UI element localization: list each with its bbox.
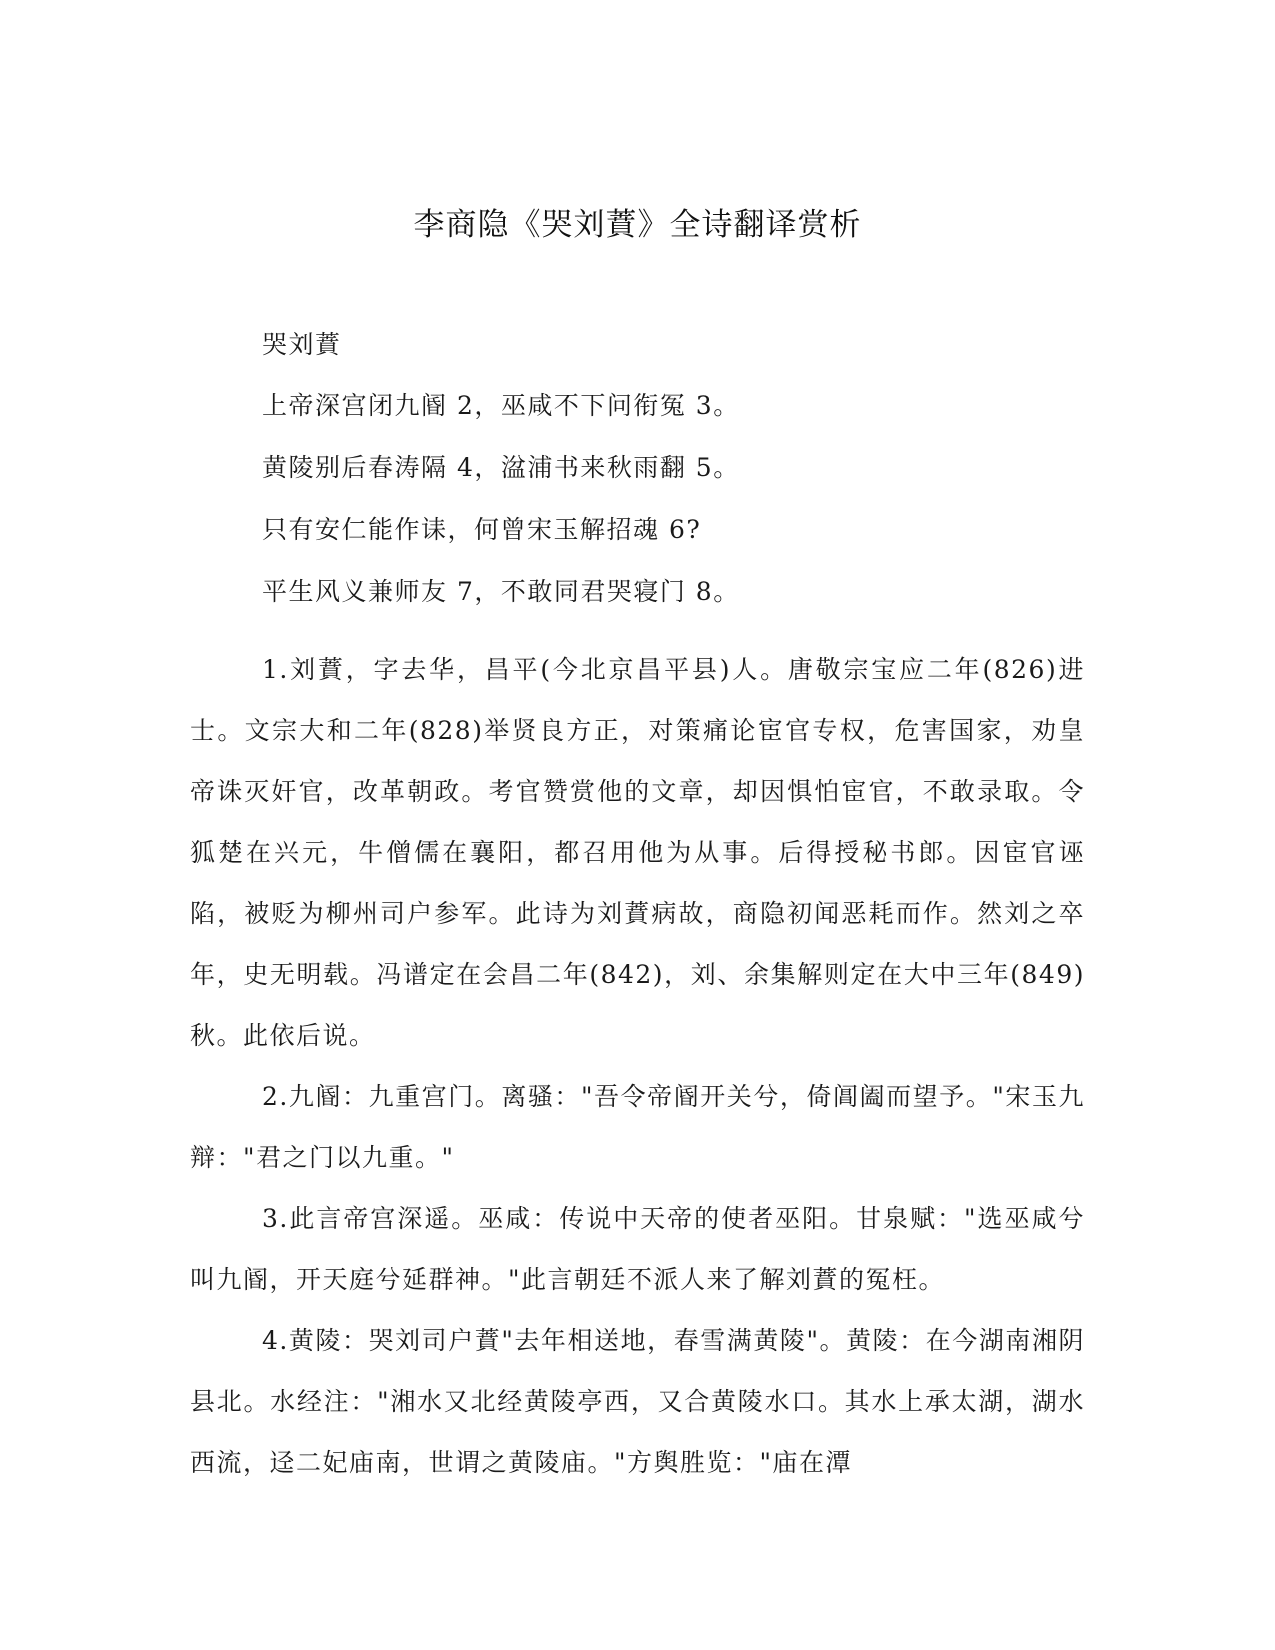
poem-line-1: 上帝深宫闭九阍 2，巫咸不下问衔冤 3。	[262, 391, 740, 420]
poem-line-4: 平生风义兼师友 7，不敢同君哭寝门 8。	[262, 577, 740, 606]
document-title: 李商隐《哭刘蕡》全诗翻译赏析	[413, 207, 862, 243]
poem-line-2: 黄陵别后春涛隔 4，湓浦书来秋雨翻 5。	[262, 453, 740, 482]
poem-line-3: 只有安仁能作诔，何曾宋玉解招魂 6?	[262, 515, 702, 544]
note-2: 2.九阍：九重宫门。离骚："吾令帝阍开关兮，倚阊阖而望予。"宋玉九辩："君之门以九重。"	[190, 1082, 1085, 1172]
document-body	[190, 330, 1085, 1493]
note-1: 1.刘蕡，字去华，昌平(今北京昌平县)人。唐敬宗宝应二年(826)进士。文宗大和二年(828)举贤良方正，对策痛论宦官专权，危害国家，劝皇帝诛灭奸官，改革朝政。考官赞赏他的文章，却因惧怕宦官，不敢录取。令狐楚在兴元，牛僧儒在襄阳，都召用他为从事。后得授秘书郎。因宦官诬陷，被贬为柳州司户参军。此诗为刘蕡病故，商隐初闻恶耗而作。然刘之卒年，史无明载。冯谱定在会昌二年(842)，刘、余集解则定在大中三年(849)秋。此依后说。	[190, 655, 1085, 1050]
note-4: 4.黄陵：哭刘司户蕡"去年相送地，春雪满黄陵"。黄陵：在今湖南湘阴县北。水经注："湘水又北经黄陵亭西，又合黄陵水口。其水上承太湖，湖水西流，迳二妃庙南，世谓之黄陵庙。"方舆胜览："庙在潭	[190, 1326, 1085, 1477]
poem-title: 哭刘蕡	[262, 330, 342, 359]
note-3: 3.此言帝宫深遥。巫咸：传说中天帝的使者巫阳。甘泉赋："选巫咸兮叫九阍，开天庭兮延群神。"此言朝廷不派人来了解刘蕡的冤枉。	[190, 1204, 1085, 1294]
